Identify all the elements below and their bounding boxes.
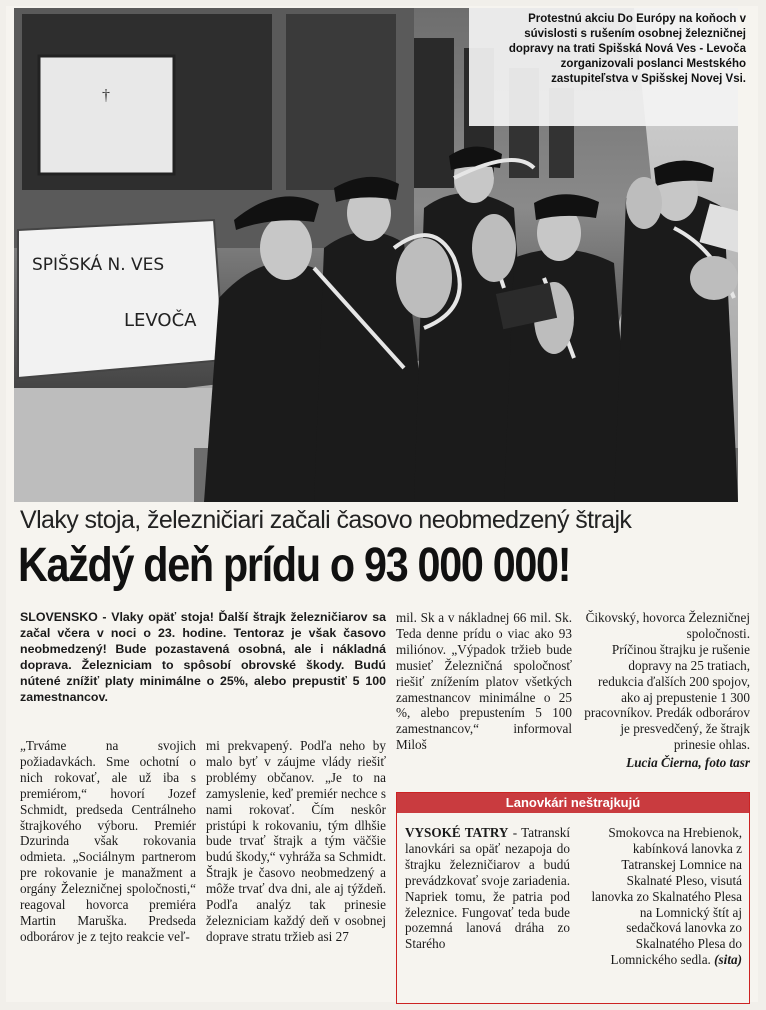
box-column-1 xyxy=(405,825,570,952)
article-column-4-para-1: Čikovský, hovorca Železničnej spoločnosti. xyxy=(585,610,750,641)
box-title: Lanovkári neštrajkujú xyxy=(397,793,749,813)
article-headline: Každý deň prídu o 93 000 000! xyxy=(18,539,571,592)
article-signature: Lucia Čierna, foto tasr xyxy=(626,755,750,771)
article-column-3: mil. Sk a v nákladnej 66 mil. Sk. Teda denne prídu o viac ako 93 miliónov. „Výpadok tržieb bude musieť Železničná spoločnosť riešiť znížením platov všetkých zamestnancov minimálne o 25 %, alebo prepustením 5 100 zamestnancov,“ informoval Miloš xyxy=(396,610,572,753)
train-sign-spisska: SPIŠSKÁ N. VES xyxy=(32,255,165,275)
article-column-4 xyxy=(582,610,750,771)
svg-text:†: † xyxy=(102,87,110,104)
article-column-4-para-2: Príčinou štrajku je rušenie dopravy na 25 tratiach, redukcia ďalších 200 spojov, ako aj prepustenie 1 300 pracovníkov. Predák odborárov je presvedčený, že štrajk prinesie ohlas. xyxy=(584,641,750,753)
box-text-1: - Tatranskí lanovkári sa opäť nezapoja do štrajku železničiarov a budú prevádzkovať svoje zariadenia. Napriek tomu, že patria pod železnice. Fungovať teda bude pozemná lanová dráha zo Starého xyxy=(405,825,570,952)
article-kicker: Vlaky stoja, železničiari začali časovo neobmedzený štrajk xyxy=(20,506,632,534)
box-signature: (sita) xyxy=(714,952,742,968)
photo-caption: Protestnú akciu Do Európy na koňoch v súvislosti s rušením osobnej železničnej dopravy na trati Spišská Nová Ves - Levoča zorganizovali poslanci Mestského zastupiteľstva v Spišskej Novej Vsi. xyxy=(508,13,746,85)
box-place: VYSOKÉ TATRY xyxy=(405,825,509,840)
sidebar-box-lanovkari xyxy=(396,792,750,1004)
article-column-1: „Trváme na svojich požiadavkách. Sme ochotní o nich rokovať, ale už iba s premiérom,“ hovorí Jozef Schmidt, predseda Centrálneho štrajkového výboru. Premiér Dzurinda však rokovania odmieta. „Sociálnym partnerom pre rokovanie je manažment a orgány Železničnej spoločnosti,“ reagoval hovorca premiéra Martin Maruška. Predseda odborárov je z tejto reakcie veľ- xyxy=(20,738,196,944)
box-text-2: Smokovca na Hrebienok, kabínková lanovka z Tatranskej Lomnice na Skalnaté Pleso, visutá lanovka zo Skalnatého Plesa na Lomnický štít aj sedačková lanovka zo Skalnatého Plesa do Lomnického sedla. xyxy=(591,825,742,968)
box-column-2 xyxy=(582,825,742,968)
article-column-2: mi prekvapený. Podľa neho by malo byť v záujme vlády riešiť problémy občanov. „Je to na zamyslenie, keď premiér nechce s nami rokovať. Čím neskôr pristúpi k rokovaniu, tým dlhšie bude trvať štrajk a tým väčšie budú škody,“ vyhráža sa Schmidt. Štrajk je časovo neobmedzený a môže trvať dva dni, ale aj týždeň. Podľa analýz tak prinesie železniciam každý deň v osobnej doprave stratu tržieb asi 27 xyxy=(206,738,386,944)
article-lead: SLOVENSKO - Vlaky opäť stoja! Ďalší štrajk železničiarov sa začal včera v noci o 23. hodine. Tentoraz je však časovo neobmedzený! Bude pozastavená osobná, ale i nákladná doprava. Železniciam to spôsobí obrovské škody. Budú nútené znížiť platy minimálne o 25%, alebo prepustiť 5 100 zamestnancov. xyxy=(20,610,386,704)
train-sign-levoca: LEVOČA xyxy=(124,310,197,331)
